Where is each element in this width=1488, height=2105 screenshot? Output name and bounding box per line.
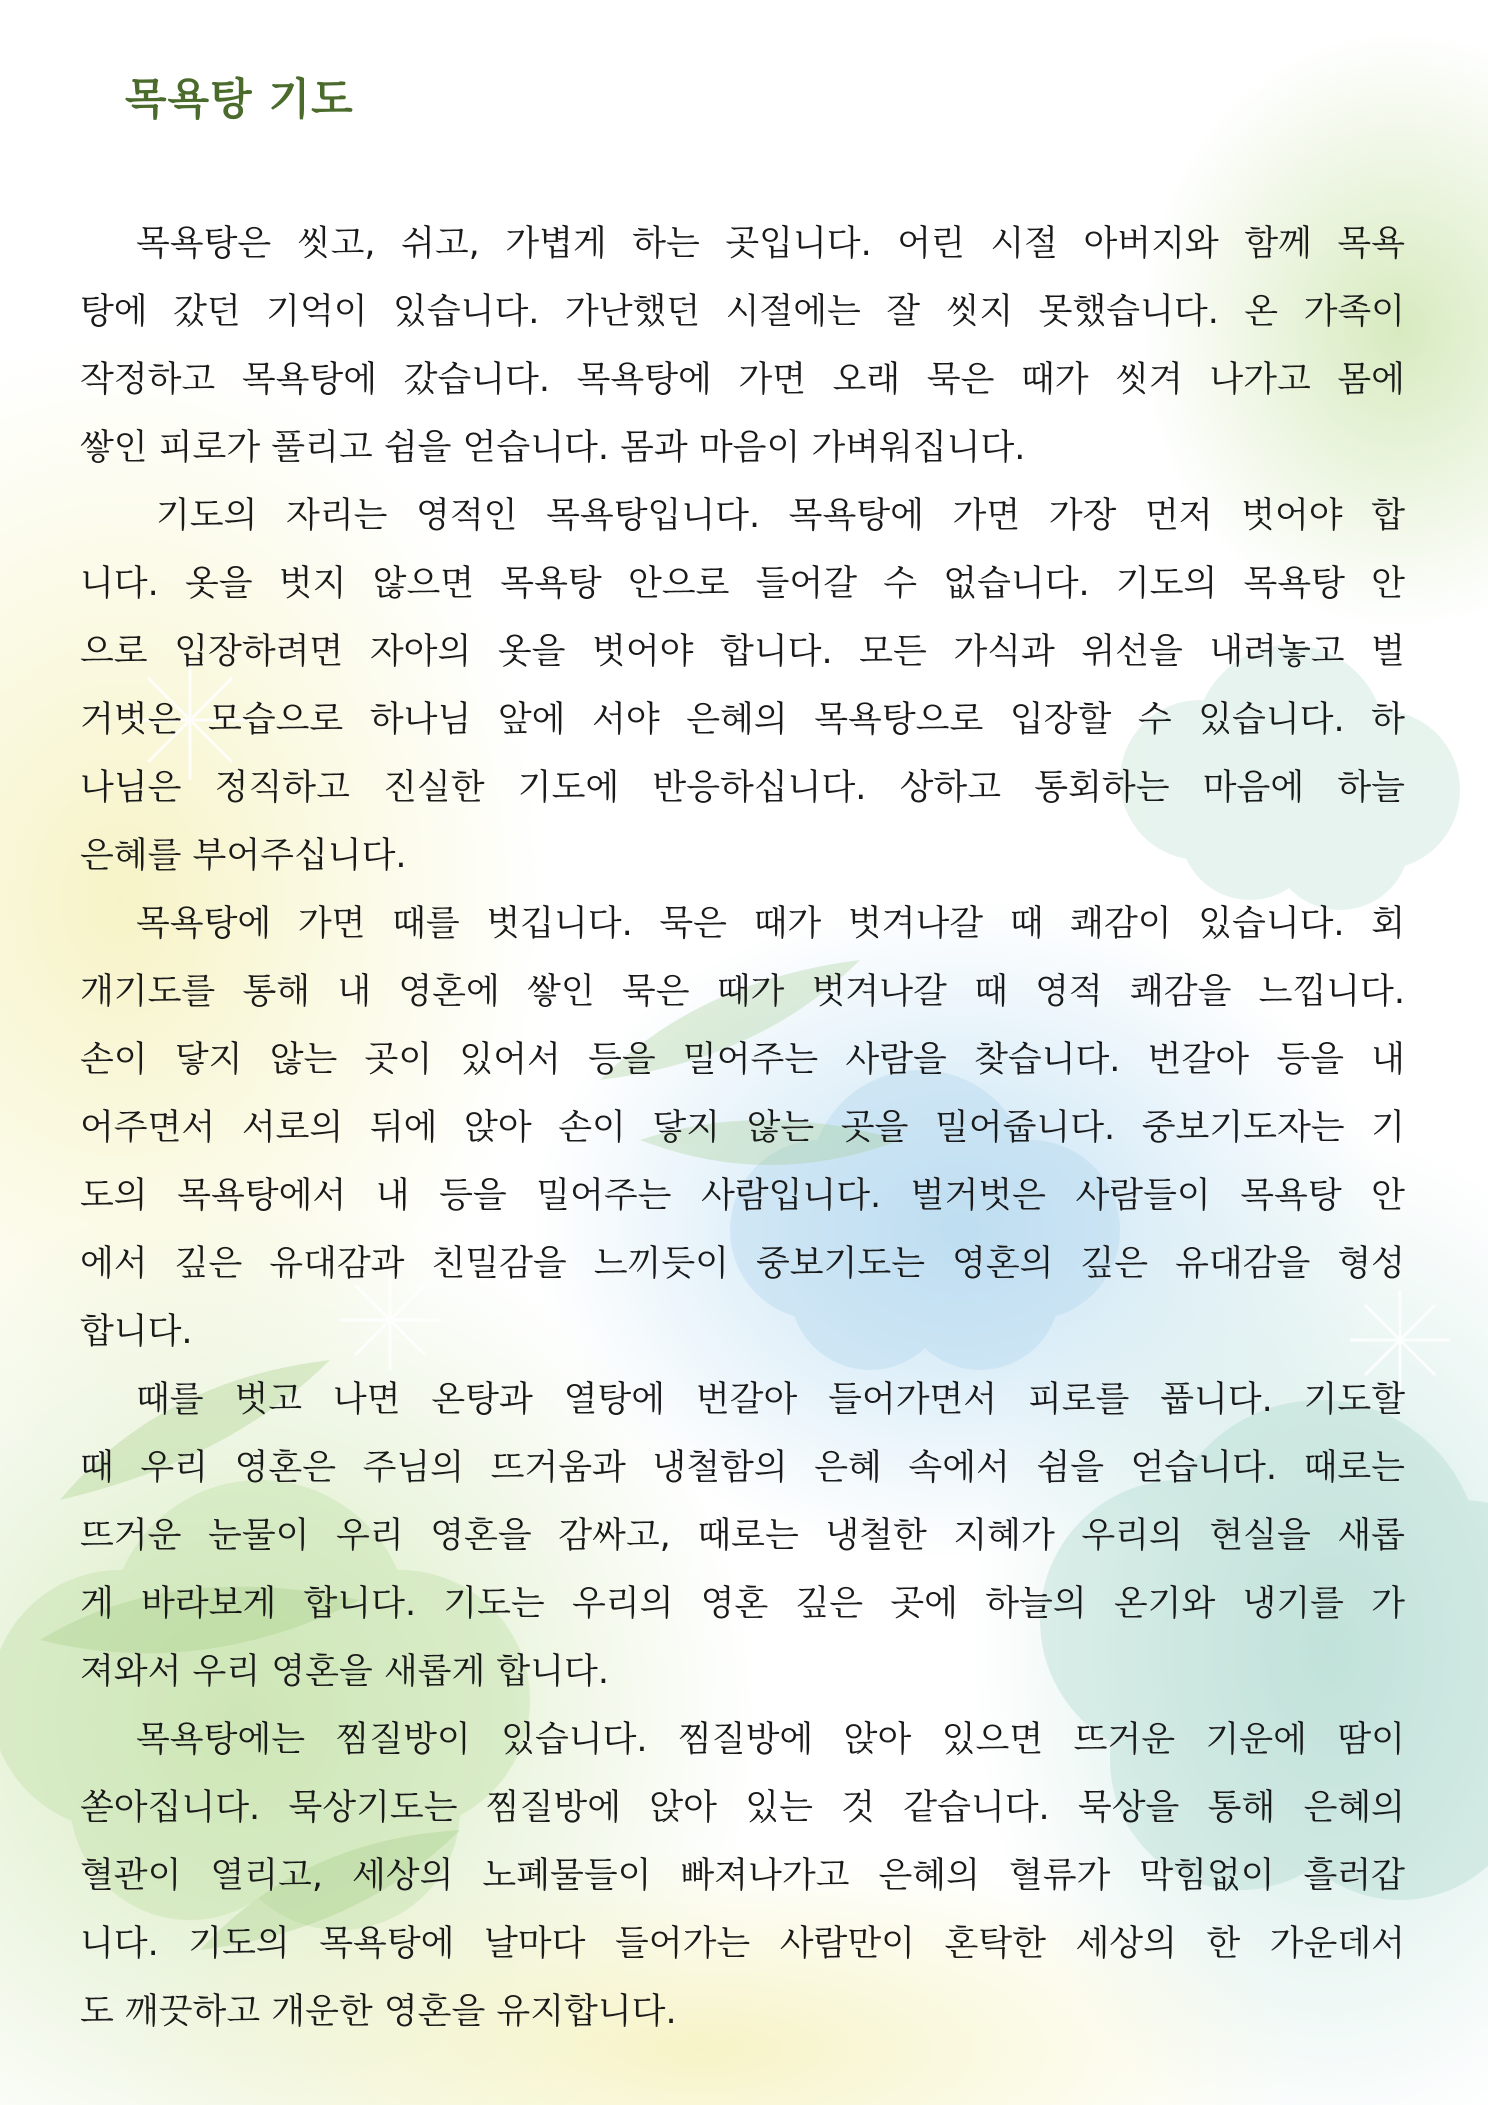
text-line: 쏟아집니다. 묵상기도는 찜질방에 앉아 있는 것 같습니다. 묵상을 통해 은혜의 (80, 1788, 1405, 1828)
text-line: 에서 깊은 유대감과 친밀감을 느끼듯이 중보기도는 영혼의 깊은 유대감을 형성 (80, 1244, 1405, 1284)
text-line: 작정하고 목욕탕에 갔습니다. 목욕탕에 가면 오래 묵은 때가 씻겨 나가고 몸에 (80, 360, 1405, 400)
text-line: 어주면서 서로의 뒤에 앉아 손이 닿지 않는 곳을 밀어줍니다. 중보기도자는 기 (80, 1108, 1405, 1148)
text-line: 나님은 정직하고 진실한 기도에 반응하십니다. 상하고 통회하는 마음에 하늘 (80, 768, 1405, 808)
text-line: 게 바라보게 합니다. 기도는 우리의 영혼 깊은 곳에 하늘의 온기와 냉기를 가 (80, 1584, 1405, 1624)
text-line: 도 깨끗하고 개운한 영혼을 유지합니다. (80, 1992, 677, 2032)
body-text (80, 210, 1405, 2046)
text-line: 니다. 옷을 벗지 않으면 목욕탕 안으로 들어갈 수 없습니다. 기도의 목욕탕 안 (80, 564, 1405, 604)
text-line: 탕에 갔던 기억이 있습니다. 가난했던 시절에는 잘 씻지 못했습니다. 온 가족이 (80, 292, 1405, 332)
text-line: 져와서 우리 영혼을 새롭게 합니다. (80, 1652, 609, 1692)
text-line: 거벗은 모습으로 하나님 앞에 서야 은혜의 목욕탕으로 입장할 수 있습니다. 하 (80, 700, 1405, 740)
text-line: 때를 벗고 나면 온탕과 열탕에 번갈아 들어가면서 피로를 풉니다. 기도할 (136, 1380, 1405, 1420)
page-title: 목욕탕 기도 (125, 75, 354, 125)
text-line: 쌓인 피로가 풀리고 쉼을 얻습니다. 몸과 마음이 가벼워집니다. (80, 428, 1026, 468)
text-line: 뜨거운 눈물이 우리 영혼을 감싸고, 때로는 냉철한 지혜가 우리의 현실을 새롭 (80, 1516, 1405, 1556)
text-line: 손이 닿지 않는 곳이 있어서 등을 밀어주는 사람을 찾습니다. 번갈아 등을 내 (80, 1040, 1405, 1080)
text-line: 개기도를 통해 내 영혼에 쌓인 묵은 때가 벗겨나갈 때 영적 쾌감을 느낍니다. (80, 972, 1405, 1012)
text-line: 합니다. (80, 1312, 193, 1352)
text-line: 니다. 기도의 목욕탕에 날마다 들어가는 사람만이 혼탁한 세상의 한 가운데서 (80, 1924, 1405, 1964)
text-line: 목욕탕에 가면 때를 벗깁니다. 묵은 때가 벗겨나갈 때 쾌감이 있습니다. 회 (136, 904, 1405, 944)
text-line: 으로 입장하려면 자아의 옷을 벗어야 합니다. 모든 가식과 위선을 내려놓고 벌 (80, 632, 1405, 672)
text-line: 혈관이 열리고, 세상의 노폐물들이 빠져나가고 은혜의 혈류가 막힘없이 흘러갑 (80, 1856, 1405, 1896)
text-line: 목욕탕은 씻고, 쉬고, 가볍게 하는 곳입니다. 어린 시절 아버지와 함께 목욕 (136, 224, 1405, 264)
text-line: 은혜를 부어주십니다. (80, 836, 407, 876)
text-line: 때 우리 영혼은 주님의 뜨거움과 냉철함의 은혜 속에서 쉼을 얻습니다. 때로는 (80, 1448, 1405, 1488)
text-line: 목욕탕에는 찜질방이 있습니다. 찜질방에 앉아 있으면 뜨거운 기운에 땀이 (136, 1720, 1405, 1760)
text-line: 도의 목욕탕에서 내 등을 밀어주는 사람입니다. 벌거벗은 사람들이 목욕탕 안 (80, 1176, 1405, 1216)
text-line: 기도의 자리는 영적인 목욕탕입니다. 목욕탕에 가면 가장 먼저 벗어야 합 (156, 496, 1405, 536)
